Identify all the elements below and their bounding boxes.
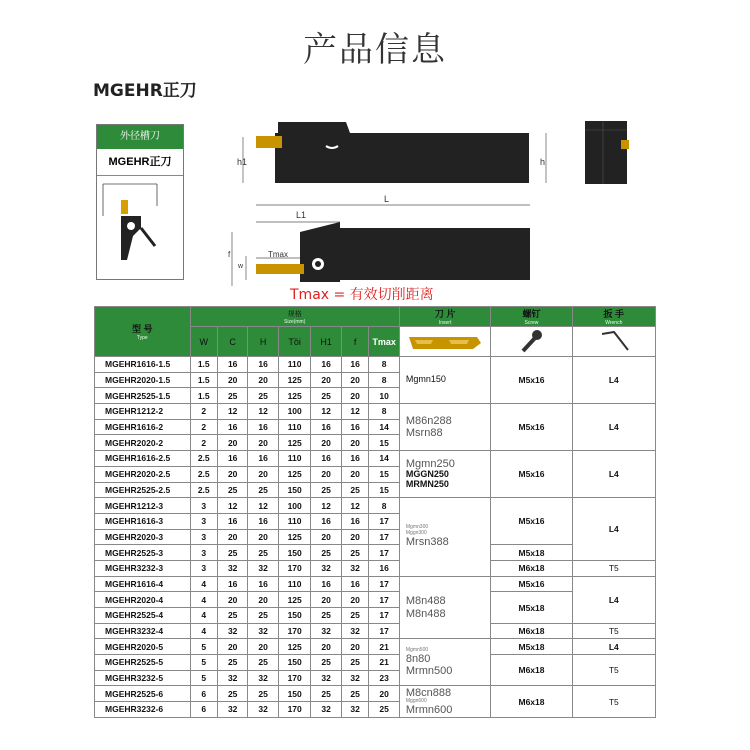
spec-cell: 1.5	[190, 357, 217, 373]
param-l: Tồi	[278, 327, 311, 357]
spec-cell: 4	[190, 576, 217, 592]
spec-cell: 5	[190, 639, 217, 655]
spec-cell: 16	[217, 513, 247, 529]
spec-cell: 125	[278, 372, 311, 388]
spec-cell: 16	[217, 357, 247, 373]
spec-cell: 25	[311, 608, 341, 624]
spec-cell: 2	[190, 419, 217, 435]
spec-cell: 32	[341, 560, 368, 576]
spec-cell: 20	[248, 639, 278, 655]
spec-cell: 20	[248, 529, 278, 545]
spec-cell: 15	[369, 435, 400, 451]
spec-cell: 16	[311, 451, 341, 467]
spec-cell: 4	[190, 608, 217, 624]
wrench-image	[572, 327, 655, 357]
spec-cell: 17	[369, 592, 400, 608]
spec-cell: 21	[369, 655, 400, 671]
wrench-cell: L4	[572, 451, 655, 498]
spec-cell: 20	[217, 592, 247, 608]
spec-cell: 110	[278, 419, 311, 435]
spec-cell: 125	[278, 466, 311, 482]
spec-cell: 25	[341, 482, 368, 498]
h1-label: h1	[237, 157, 248, 167]
param-h: H	[248, 327, 278, 357]
spec-cell: 20	[217, 529, 247, 545]
table-row	[95, 451, 656, 467]
spec-cell: 25	[341, 655, 368, 671]
spec-cell: 110	[278, 357, 311, 373]
insert-cell	[399, 498, 490, 576]
spec-cell: 25	[248, 686, 278, 702]
wrench-icon	[594, 328, 634, 354]
wrench-cell: L4	[572, 498, 655, 561]
spec-cell: 25	[217, 545, 247, 561]
spec-cell: 16	[217, 451, 247, 467]
spec-cell: 150	[278, 686, 311, 702]
spec-cell: 32	[311, 702, 341, 718]
model-cell: MGEHR1616-3	[95, 513, 191, 529]
spec-cell: 12	[248, 498, 278, 514]
spec-cell: 32	[311, 560, 341, 576]
insert-code: M8n488	[405, 607, 446, 620]
spec-cell: 12	[311, 404, 341, 420]
spec-cell: 3	[190, 545, 217, 561]
spec-cell: 5	[190, 655, 217, 671]
spec-cell: 32	[248, 702, 278, 718]
spec-cell: 170	[278, 670, 311, 686]
spec-cell: 150	[278, 482, 311, 498]
insert-top	[256, 136, 282, 148]
spec-cell: 8	[369, 404, 400, 420]
model-cell: MGEHR2525-2.5	[95, 482, 191, 498]
spec-cell: 125	[278, 639, 311, 655]
spec-cell: 20	[311, 372, 341, 388]
spec-cell: 12	[217, 404, 247, 420]
spec-cell: 2	[190, 435, 217, 451]
f-label: f	[228, 250, 231, 259]
spec-cell: 32	[217, 623, 247, 639]
screw-cell: M5x18	[491, 639, 572, 655]
spec-cell: 100	[278, 498, 311, 514]
spec-cell: 3	[190, 529, 217, 545]
spec-cell: 3	[190, 513, 217, 529]
table-row	[95, 498, 656, 514]
holder-body-side	[300, 222, 340, 282]
spec-cell: 1.5	[190, 372, 217, 388]
spec-cell: 20	[217, 466, 247, 482]
screw-image	[491, 327, 572, 357]
spec-cell: 125	[278, 529, 311, 545]
spec-cell: 17	[369, 529, 400, 545]
spec-cell: 32	[248, 560, 278, 576]
spec-cell: 17	[369, 576, 400, 592]
spec-cell: 20	[369, 686, 400, 702]
spec-cell: 150	[278, 655, 311, 671]
spec-cell: 25	[248, 545, 278, 561]
table-row	[95, 576, 656, 592]
spec-cell: 16	[248, 513, 278, 529]
spec-cell: 16	[217, 576, 247, 592]
insert-code: Mgmn250	[405, 458, 455, 471]
spec-cell: 12	[341, 498, 368, 514]
table-row	[95, 357, 656, 373]
spec-cell: 25	[311, 482, 341, 498]
insert-cell	[399, 451, 490, 498]
wrench-cell: T5	[572, 686, 655, 717]
screw-cell: M5x18	[491, 545, 572, 561]
spec-cell: 16	[217, 419, 247, 435]
table-row	[95, 592, 656, 608]
screw-cell: M5x16	[491, 357, 572, 404]
spec-cell: 150	[278, 545, 311, 561]
spec-cell: 170	[278, 623, 311, 639]
model-cell: MGEHR3232-4	[95, 623, 191, 639]
wrench-cell: L4	[572, 357, 655, 404]
spec-cell: 32	[217, 670, 247, 686]
spec-cell: 14	[369, 451, 400, 467]
spec-cell: 32	[341, 623, 368, 639]
table-row	[95, 560, 656, 576]
spec-cell: 12	[311, 498, 341, 514]
spec-cell: 15	[369, 466, 400, 482]
spec-cell: 5	[190, 670, 217, 686]
insert-cell	[399, 686, 490, 717]
spec-cell: 10	[369, 388, 400, 404]
insert-code: M8cn888	[405, 686, 452, 699]
spec-cell: 3	[190, 560, 217, 576]
spec-cell: 110	[278, 513, 311, 529]
model-cell: MGEHR1616-2	[95, 419, 191, 435]
spec-cell: 32	[311, 670, 341, 686]
spec-cell: 17	[369, 545, 400, 561]
spec-cell: 14	[369, 419, 400, 435]
spec-cell: 20	[311, 639, 341, 655]
spec-cell: 25	[217, 655, 247, 671]
spec-cell: 20	[341, 592, 368, 608]
spec-cell: 12	[217, 498, 247, 514]
holder-end-view	[585, 121, 627, 184]
spec-cell: 170	[278, 702, 311, 718]
insert-code: Mgmn150	[405, 374, 446, 385]
insert-image	[399, 327, 490, 357]
header-screw: 螺钉 Screw	[491, 307, 572, 327]
tmax-caption: Tmax = 有效切削距离	[290, 287, 434, 303]
model-cell: MGEHR3232-5	[95, 670, 191, 686]
model-cell: MGEHR3232-3	[95, 560, 191, 576]
screw-icon	[511, 328, 551, 354]
wrench-cell: T5	[572, 623, 655, 639]
header-wrench: 扳 手 Wrench	[572, 307, 655, 327]
spec-cell: 32	[248, 623, 278, 639]
spec-cell: 25	[217, 482, 247, 498]
param-f: f	[341, 327, 368, 357]
spec-cell: 12	[341, 404, 368, 420]
spec-cell: 32	[248, 670, 278, 686]
spec-cell: 17	[369, 608, 400, 624]
screw-cell: M6x18	[491, 623, 572, 639]
insert-code: Mrmn600	[405, 704, 453, 717]
model-cell: MGEHR1212-2	[95, 404, 191, 420]
table-row	[95, 623, 656, 639]
spec-table	[94, 306, 656, 718]
card-model: MGEHR正刀	[97, 149, 183, 176]
screw-cell: M5x16	[491, 451, 572, 498]
model-cell: MGEHR2020-1.5	[95, 372, 191, 388]
model-cell: MGEHR2020-2.5	[95, 466, 191, 482]
spec-cell: 20	[248, 435, 278, 451]
spec-cell: 25	[311, 655, 341, 671]
spec-cell: 16	[311, 513, 341, 529]
insert-code: Mggn300	[405, 529, 427, 536]
param-w: W	[190, 327, 217, 357]
page-title: 产品信息	[303, 30, 447, 70]
spec-cell: 16	[341, 576, 368, 592]
screw-cell: M6x18	[491, 655, 572, 686]
header-insert: 刀 片 Insert	[399, 307, 490, 327]
screw-cell: M6x18	[491, 560, 572, 576]
product-subtitle: MGEHR正刀	[93, 81, 197, 101]
spec-cell: 16	[248, 357, 278, 373]
spec-cell: 32	[341, 670, 368, 686]
spec-cell: 8	[369, 498, 400, 514]
spec-cell: 25	[341, 608, 368, 624]
spec-cell: 2.5	[190, 466, 217, 482]
spec-cell: 23	[369, 670, 400, 686]
spec-cell: 20	[311, 592, 341, 608]
spec-cell: 8	[369, 372, 400, 388]
spec-cell: 25	[311, 686, 341, 702]
L-label: L	[384, 194, 390, 204]
spec-cell: 16	[311, 357, 341, 373]
insert-cell	[399, 357, 490, 404]
spec-cell: 2.5	[190, 482, 217, 498]
table-row	[95, 655, 656, 671]
card-header: 外径槽刀	[97, 125, 183, 149]
spec-cell: 12	[248, 404, 278, 420]
L1-label: L1	[296, 210, 307, 220]
spec-cell: 4	[190, 623, 217, 639]
screw-cell: M6x18	[491, 686, 572, 717]
insert-cell	[399, 404, 490, 451]
model-cell: MGEHR2525-4	[95, 608, 191, 624]
tmax-label: Tmax	[268, 250, 288, 259]
spec-cell: 20	[311, 529, 341, 545]
spec-cell: 17	[369, 513, 400, 529]
spec-cell: 20	[341, 466, 368, 482]
insert-icon	[405, 329, 485, 353]
spec-cell: 32	[217, 560, 247, 576]
spec-cell: 125	[278, 388, 311, 404]
spec-cell: 16	[341, 419, 368, 435]
spec-cell: 20	[217, 639, 247, 655]
spec-cell: 16	[248, 419, 278, 435]
model-cell: MGEHR2525-3	[95, 545, 191, 561]
holder-body-top	[275, 133, 529, 183]
tool-technical-drawing	[0, 0, 750, 290]
spec-cell: 16	[341, 513, 368, 529]
header-type: 型 号 Type	[95, 307, 191, 357]
insert-code: 8n80	[405, 653, 431, 666]
model-cell: MGEHR2525-5	[95, 655, 191, 671]
table-row	[95, 639, 656, 655]
spec-cell: 16	[311, 419, 341, 435]
w-label: w	[238, 263, 244, 270]
spec-cell: 16	[248, 451, 278, 467]
spec-cell: 20	[248, 372, 278, 388]
spec-cell: 3	[190, 498, 217, 514]
screw-cell: M5x18	[491, 592, 572, 623]
spec-cell: 20	[341, 435, 368, 451]
model-cell: MGEHR2020-4	[95, 592, 191, 608]
wrench-cell: L4	[572, 404, 655, 451]
spec-cell: 20	[341, 529, 368, 545]
spec-cell: 16	[341, 357, 368, 373]
insert-code: Mrmn500	[405, 665, 453, 678]
spec-cell: 25	[311, 388, 341, 404]
spec-cell: 16	[248, 576, 278, 592]
insert-code: MRMN250	[405, 479, 449, 490]
insert-code: Mrsn388	[405, 536, 449, 549]
table-row	[95, 545, 656, 561]
spec-cell: 17	[369, 623, 400, 639]
spec-cell: 20	[341, 372, 368, 388]
insert-code: M86n288	[405, 415, 452, 427]
spec-cell: 25	[248, 482, 278, 498]
insert-side	[256, 264, 304, 274]
spec-cell: 25	[369, 702, 400, 718]
spec-cell: 100	[278, 404, 311, 420]
spec-cell: 16	[369, 560, 400, 576]
wrench-cell: T5	[572, 560, 655, 576]
spec-cell: 25	[217, 608, 247, 624]
table-row	[95, 404, 656, 420]
spec-cell: 8	[369, 357, 400, 373]
model-cell: MGEHR1212-3	[95, 498, 191, 514]
insert-code: Mgmn300	[405, 524, 429, 531]
table-row	[95, 686, 656, 702]
model-cell: MGEHR2020-2	[95, 435, 191, 451]
header-spec: 规格 Size(mm)	[190, 307, 399, 327]
spec-cell: 20	[217, 372, 247, 388]
param-c: C	[217, 327, 247, 357]
spec-cell: 20	[341, 639, 368, 655]
insert-cell	[399, 639, 490, 686]
spec-cell: 150	[278, 608, 311, 624]
param-h1: H1	[311, 327, 341, 357]
spec-cell: 20	[311, 466, 341, 482]
h-label: h	[540, 157, 546, 167]
spec-cell: 25	[217, 388, 247, 404]
insert-code: Mggn600	[405, 697, 427, 704]
model-cell: MGEHR2020-5	[95, 639, 191, 655]
spec-cell: 20	[341, 388, 368, 404]
spec-cell: 15	[369, 482, 400, 498]
spec-cell: 2	[190, 404, 217, 420]
spec-cell: 25	[217, 686, 247, 702]
spec-cell: 32	[217, 702, 247, 718]
insert-cell	[399, 576, 490, 639]
param-tmax: Tmax	[369, 327, 400, 357]
spec-cell: 20	[248, 592, 278, 608]
spec-cell: 6	[190, 702, 217, 718]
screw-cell: M5x16	[491, 576, 572, 592]
spec-cell: 125	[278, 592, 311, 608]
model-cell: MGEHR2525-6	[95, 686, 191, 702]
insert-code: Msrn88	[405, 427, 443, 440]
model-cell: MGEHR1616-1.5	[95, 357, 191, 373]
spec-cell: 32	[341, 702, 368, 718]
spec-cell: 20	[248, 466, 278, 482]
spec-cell: 20	[311, 435, 341, 451]
screw-cell: M5x16	[491, 404, 572, 451]
spec-cell: 25	[311, 545, 341, 561]
spec-cell: 32	[311, 623, 341, 639]
spec-cell: 25	[248, 655, 278, 671]
model-cell: MGEHR1616-2.5	[95, 451, 191, 467]
spec-cell: 2.5	[190, 451, 217, 467]
model-cell: MGEHR2020-3	[95, 529, 191, 545]
spec-cell: 110	[278, 576, 311, 592]
insert-code: M8n488	[405, 595, 446, 608]
spec-cell: 110	[278, 451, 311, 467]
wrench-cell: L4	[572, 639, 655, 655]
spec-cell: 25	[341, 686, 368, 702]
spec-cell: 16	[341, 451, 368, 467]
insert-code: MGGN250	[405, 469, 449, 480]
spec-cell: 170	[278, 560, 311, 576]
spec-cell: 6	[190, 686, 217, 702]
wrench-cell: L4	[572, 576, 655, 623]
spec-cell: 21	[369, 639, 400, 655]
spec-cell: 20	[217, 435, 247, 451]
spec-cell: 25	[341, 545, 368, 561]
wrench-cell: T5	[572, 655, 655, 686]
spec-cell: 125	[278, 435, 311, 451]
insert-code: Mgmn500	[405, 646, 429, 653]
model-cell: MGEHR2525-1.5	[95, 388, 191, 404]
model-cell: MGEHR3232-6	[95, 702, 191, 718]
spec-cell: 4	[190, 592, 217, 608]
model-cell: MGEHR1616-4	[95, 576, 191, 592]
spec-cell: 25	[248, 388, 278, 404]
spec-cell: 1.5	[190, 388, 217, 404]
spec-cell: 16	[311, 576, 341, 592]
screw-cell: M5x16	[491, 498, 572, 545]
spec-cell: 25	[248, 608, 278, 624]
